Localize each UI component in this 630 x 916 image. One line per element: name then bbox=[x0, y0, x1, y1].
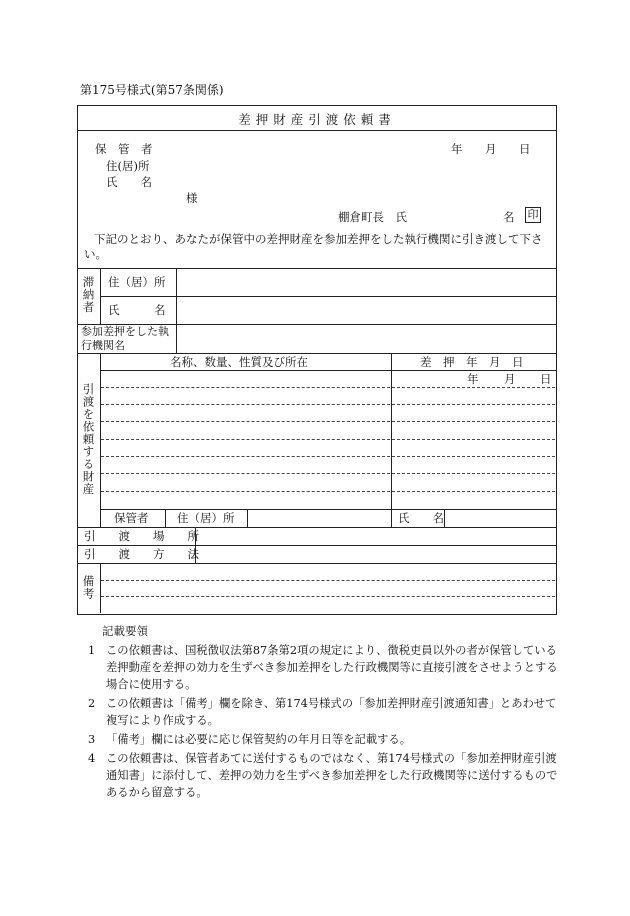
holder-name-label: 氏 名 bbox=[106, 175, 152, 189]
agency-label: 参加差押をした執行機関名 bbox=[81, 325, 169, 352]
delivery-place-label: 引 渡 場 所 bbox=[84, 529, 199, 543]
issuer-label: 棚倉町長 氏 bbox=[338, 210, 407, 224]
note-number: 1 bbox=[88, 644, 96, 657]
taxpayer-side-label: 滞納者 bbox=[81, 276, 96, 314]
date-year: 年 bbox=[451, 142, 463, 156]
property-side-label: 引渡を依頼する財産 bbox=[81, 383, 96, 496]
seal-mark: 印 bbox=[525, 207, 541, 223]
seizure-date-month: 月 bbox=[504, 372, 516, 386]
form-number-label: 第175号様式(第57条関係) bbox=[80, 83, 224, 97]
notes-heading: 記載要領 bbox=[102, 624, 148, 638]
seizure-date-day: 日 bbox=[540, 372, 552, 386]
note-item bbox=[88, 642, 558, 693]
property-holder-address-label: 住（居）所 bbox=[177, 511, 235, 525]
property-holder-label: 保管者 bbox=[114, 511, 149, 525]
note-text: この依頼書は、保管者あてに送付するものではなく、第174号様式の「参加差押財産引渡通知書」に添付して、差押の効力を生ずべき参加差押をした行政機関等に送付するものであるから留意する。 bbox=[106, 752, 558, 799]
taxpayer-address-label: 住（居）所 bbox=[108, 275, 166, 289]
note-text: 「備考」欄には必要に応じ保管契約の年月日等を記載する。 bbox=[106, 733, 412, 746]
seizure-date-year: 年 bbox=[467, 372, 479, 386]
taxpayer-name-label: 氏 名 bbox=[108, 303, 166, 317]
divider bbox=[78, 130, 556, 131]
remarks-label: 備考 bbox=[81, 575, 96, 600]
col-seizure-date-header: 差 押 年 月 日 bbox=[420, 355, 524, 369]
note-item bbox=[88, 750, 558, 801]
note-text: この依頼書は「備考」欄を除き、第174号様式の「参加差押財産引渡通知書」とあわせて複写により作成する。 bbox=[106, 697, 557, 727]
holder-address-label: 住(居)所 bbox=[106, 159, 150, 173]
note-text: この依頼書は、国税徴収法第87条第2項の規定により、徴税吏員以外の者が保管している差押動産を差押の効力を生ずべき参加差押をした行政機関等に直接引渡をさせようとする場合に使用する。 bbox=[106, 644, 558, 691]
note-number: 2 bbox=[88, 697, 96, 710]
property-holder-name-label: 氏 名 bbox=[398, 511, 444, 525]
note-item bbox=[88, 695, 558, 729]
note-item bbox=[88, 731, 558, 748]
issuer-name-suffix: 名 bbox=[503, 210, 515, 224]
holder-label: 保 管 者 bbox=[95, 142, 153, 156]
honorific: 様 bbox=[186, 191, 198, 205]
delivery-method-label: 引 渡 方 法 bbox=[84, 547, 199, 561]
date-day: 日 bbox=[519, 142, 531, 156]
note-number: 4 bbox=[88, 752, 96, 765]
col-items-header: 名称、数量、性質及び所在 bbox=[170, 355, 308, 369]
notes-list bbox=[88, 642, 558, 803]
request-body-text: 下記のとおり、あなたが保管中の差押財産を参加差押をした執行機関に引き渡して下さい。 bbox=[84, 232, 543, 261]
date-month: 月 bbox=[485, 142, 497, 156]
note-number: 3 bbox=[88, 733, 96, 746]
form-title: 差押財産引渡依頼書 bbox=[238, 112, 396, 127]
